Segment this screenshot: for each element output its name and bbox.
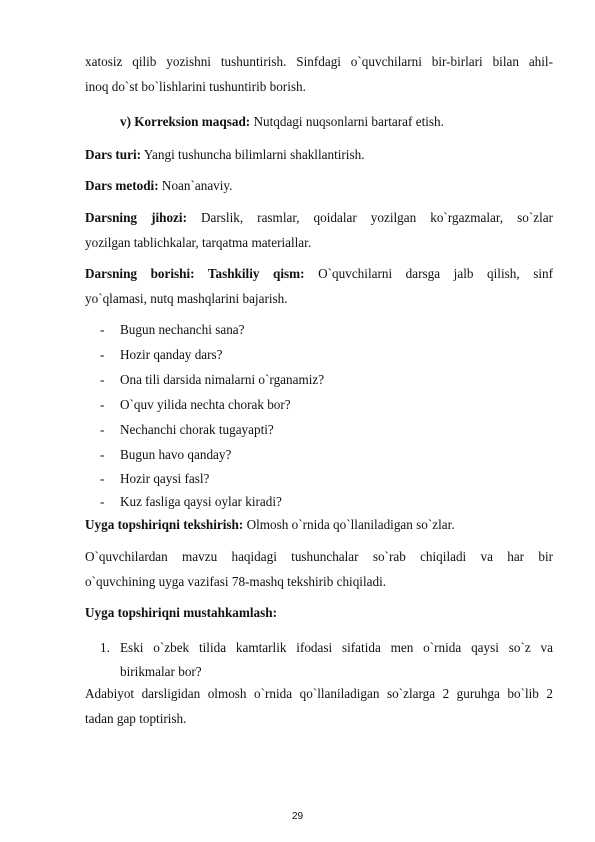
- list-item-text: Nechanchi chorak tugayapti?: [120, 422, 274, 437]
- list-item-text: Bugun havo qanday?: [120, 447, 232, 462]
- jihozi-line2: yozilgan tablichkalar, tarqatma materiallar.: [85, 235, 312, 250]
- uyga-tekshirish-text: Olmosh o`rnida qo`llaniladigan so`zlar.: [243, 517, 455, 532]
- item-number: 1.: [100, 640, 110, 655]
- list-dash: -: [100, 322, 105, 337]
- dars-metodi-line: [85, 175, 553, 196]
- list-dash: -: [100, 347, 105, 362]
- list-dash: -: [100, 471, 105, 486]
- list-dash: -: [100, 372, 105, 387]
- borishi-label: Darsning borishi: Tashkiliy qism:: [85, 266, 305, 281]
- borishi-text: O`quvchilarni darsga jalb qilish, sinf: [304, 266, 553, 281]
- last-para-line2: tadan gap toptirish.: [85, 711, 187, 726]
- para1-line2: inoq do`st bo`lishlarini tushuntirib borish.: [85, 79, 306, 94]
- jihozi-text: Darslik, rasmlar, qoidalar yozilgan ko`rgazmalar, so`zlar: [186, 210, 553, 225]
- mustahkamlash-heading: Uyga topshiriqni mustahkamlash:: [85, 605, 277, 620]
- list-item-text: Hozir qaysi fasl?: [120, 471, 210, 486]
- numbered-line1: Eski o`zbek tilida kamtarlik ifodasi sifatida men o`rnida qaysi so`z va: [120, 640, 553, 655]
- borishi-line1: [85, 263, 553, 284]
- dars-metodi-label: Dars metodi:: [85, 178, 159, 193]
- list-item-text: Kuz fasliga qaysi oylar kiradi?: [120, 494, 282, 509]
- list-item-text: Hozir qanday dars?: [120, 347, 223, 362]
- list-item-text: O`quv yilida nechta chorak bor?: [120, 397, 291, 412]
- last-para-line1: Adabiyot darsligidan olmosh o`rnida qo`llaniladigan so`zlarga 2 guruhga bo`lib 2: [85, 686, 553, 701]
- dars-turi-line: [85, 144, 553, 165]
- list-item-text: Bugun nechanchi sana?: [120, 322, 245, 337]
- korreksiya-label: v) Korreksion maqsad:: [120, 114, 251, 129]
- list-dash: -: [100, 397, 105, 412]
- list-item-text: Ona tili darsida nimalarni o`rganamiz?: [120, 372, 325, 387]
- check-para-line2: o`quvchining uyga vazifasi 78-mashq tekshirib chiqiladi.: [85, 574, 387, 589]
- jihozi-label: Darsning jihozi:: [85, 210, 187, 225]
- korreksiya-text: Nutqdagi nuqsonlarni bartaraf etish.: [250, 114, 444, 129]
- dars-metodi-text: Noan`anaviy.: [158, 178, 233, 193]
- list-dash: -: [100, 422, 105, 437]
- uyga-tekshirish-label: Uyga topshiriqni tekshirish:: [85, 517, 244, 532]
- numbered-line2: birikmalar bor?: [120, 664, 202, 679]
- list-dash: -: [100, 447, 105, 462]
- dars-turi-text: Yangi tushuncha bilimlarni shakllantirish.: [141, 147, 365, 162]
- dars-turi-label: Dars turi:: [85, 147, 142, 162]
- para1-line1: xatosiz qilib yozishni tushuntirish. Sinfdagi o`quvchilarni bir-birlari bilan ahil-: [85, 54, 553, 69]
- uyga-tekshirish-line: [85, 514, 553, 535]
- list-dash: -: [100, 494, 105, 509]
- korreksiya-line: [120, 111, 550, 132]
- borishi-line2: yo`qlamasi, nutq mashqlarini bajarish.: [85, 291, 288, 306]
- jihozi-line1: [85, 207, 553, 228]
- check-para-line1: O`quvchilardan mavzu haqidagi tushunchalar so`rab chiqiladi va har bir: [85, 549, 553, 564]
- page-number: 29: [291, 811, 304, 822]
